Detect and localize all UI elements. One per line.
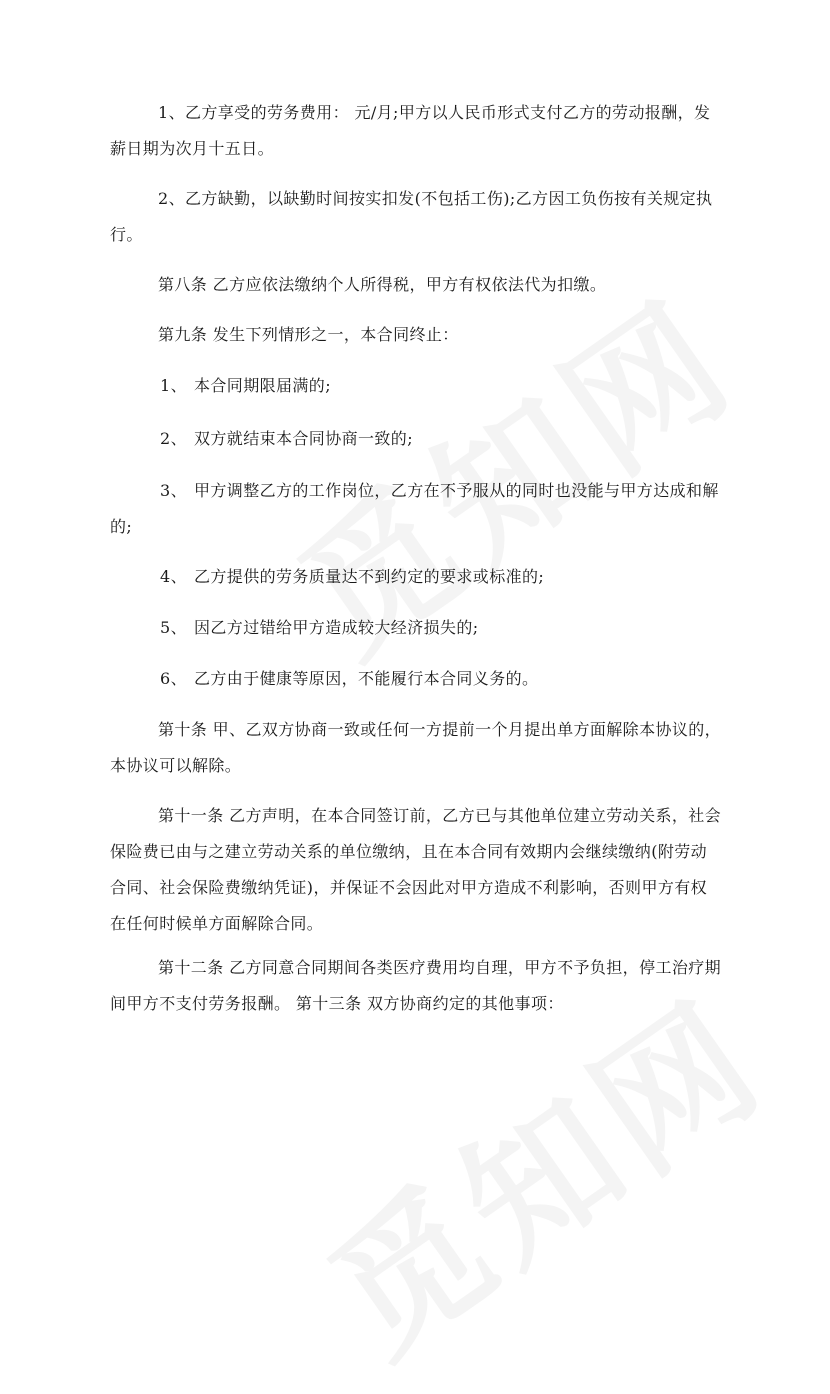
item-text: 甲方调整乙方的工作岗位，乙方在不予服从的同时也没能与甲方达成和解的; xyxy=(110,481,719,536)
clause-10: 第十条 甲、乙双方协商一致或任何一方提前一个月提出单方面解除本协议的，本协议可以解除。 xyxy=(110,720,722,775)
item-number: 4、 xyxy=(160,567,187,586)
clause-9: 第九条 发生下列情形之一，本合同终止： xyxy=(158,325,459,344)
clause-7-item-1: 1、乙方享受的劳务费用： 元/月;甲方以人民币形式支付乙方的劳动报酬，发薪日期为次月十五日。 xyxy=(110,103,711,158)
clause-12-13: 第十二条 乙方同意合同期间各类医疗费用均自理，甲方不予负担，停工治疗期间甲方不支付劳务报酬。 第十三条 双方协商约定的其他事项： xyxy=(110,958,722,1013)
clause-9-item-1 xyxy=(110,368,722,404)
item-text: 双方就结束本合同协商一致的; xyxy=(194,429,413,448)
item-number: 6、 xyxy=(160,669,187,688)
clause-11: 第十一条 乙方声明，在本合同签订前，乙方已与其他单位建立劳动关系，社会保险费已由与之建立劳动关系的单位缴纳，且在本合同有效期内会继续缴纳(附劳动合同、社会保险费缴纳凭证)，并保证不会因此对甲方造成不利影响，否则甲方有权在任何时候单方面解除合同。 xyxy=(110,806,722,933)
clause-9-item-2 xyxy=(110,421,722,457)
item-text: 因乙方过错给甲方造成较大经济损失的; xyxy=(194,618,479,637)
item-text: 乙方提供的劳务质量达不到约定的要求或标准的; xyxy=(194,567,545,586)
clause-8: 第八条 乙方应依法缴纳个人所得税，甲方有权依法代为扣缴。 xyxy=(158,275,607,294)
clause-9-item-5 xyxy=(110,610,722,646)
clause-9-item-6 xyxy=(110,661,722,697)
item-number: 5、 xyxy=(160,618,187,637)
clause-9-item-3 xyxy=(110,473,722,545)
clause-7-item-2: 2、乙方缺勤，以缺勤时间按实扣发(不包括工伤);乙方因工负伤按有关规定执行。 xyxy=(110,189,713,244)
clause-9-item-4 xyxy=(110,559,722,595)
item-number: 2、 xyxy=(160,429,187,448)
item-number: 1、 xyxy=(160,376,187,395)
item-number: 3、 xyxy=(160,481,187,500)
item-text: 本合同期限届满的; xyxy=(194,376,331,395)
item-text: 乙方由于健康等原因，不能履行本合同义务的。 xyxy=(194,669,539,688)
